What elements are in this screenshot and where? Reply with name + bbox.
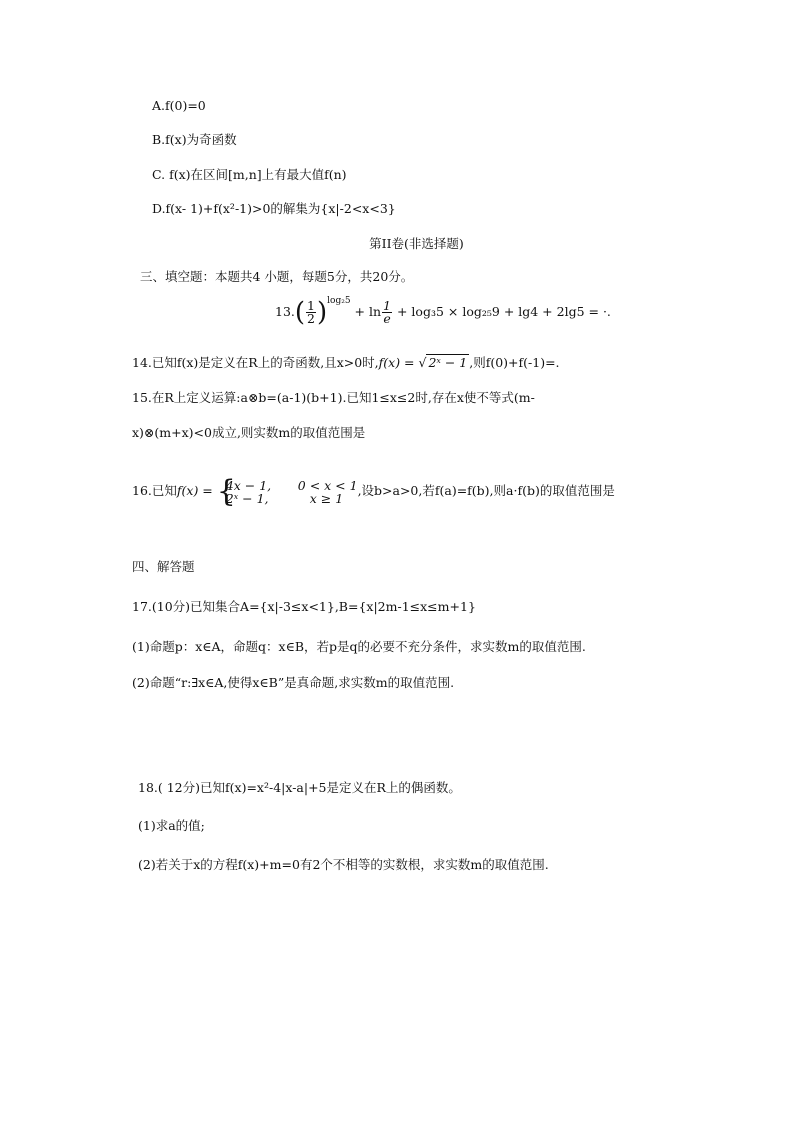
question-18-part1: (1)求a的值; [138,818,205,833]
q13-half: $\frac{1}{2}$ [307,298,315,326]
option-a: A.f(0)=0 [152,98,206,113]
section-three-heading: 三、填空题：本题共4 小题，每题5分，共20分。 [140,269,414,284]
question-15-line1: 15.在R上定义运算:a⊗b=(a-1)(b+1).已知1≤x≤2时,存在x使不等式(m- [132,390,535,405]
q13-ln: + ln [354,304,382,319]
question-17-part2: (2)命题“r:∃x∈A,使得x∈B”是真命题,求实数m的取值范围. [132,675,455,690]
q14-radicand: 2ˣ − 1 [428,355,468,370]
q16-piecewise: { 4x − 1, 0 < x < 1 2ˣ − 1, x ≥ 1 [216,473,358,509]
q13-tail: + log₃5 × log₂₅9 + lg4 + 2lg5 = ·. [396,304,611,319]
q13-one-over-e: $\frac{1}{e}$ [383,298,391,326]
question-18-part2: (2)若关于x的方程f(x)+m=0有2个不相等的实数根，求实数m的取值范围. [138,857,549,872]
question-15-line2: x)⊗(m+x)<0成立,则实数m的取值范围是 [132,425,366,440]
question-17-stem: 17.(10分)已知集合A={x|-3≤x<1},B={x|2m-1≤x≤m+1} [132,599,476,614]
question-18-stem: 18.( 12分)已知f(x)=x²-4|x-a|+5是定义在R上的偶函数。 [138,780,461,795]
question-13: 13.( $\frac{1}{2}$ )$^{log_25}$ + ln $\frac{1}{e}$ + log₃5 × log₂₅9 + lg4 + 2lg5 = ·. [275,295,611,328]
option-b: B.f(x)为奇函数 [152,132,237,147]
volume-title: 第II卷(非选择题) [369,236,464,251]
question-14: 14.已知f(x)是定义在R上的奇函数,且x>0时,f(x) = √ 2ˣ − 1 ,则f(0)+f(-1)=. [132,355,560,370]
option-d: D.f(x- 1)+f(x²-1)>0的解集为{x|-2<x<3} [152,201,396,216]
option-c: C. f(x)在区间[m,n]上有最大值f(n) [152,167,347,182]
section-four-heading: 四、解答题 [132,559,195,574]
question-16: 16.已知f(x) = { 4x − 1, 0 < x < 1 2ˣ − 1, x ≥ 1 ,设b>a>0,若f(a)=f(b),则a·f(b)的取值范围是 [132,473,615,509]
question-17-part1: (1)命题p：x∈A，命题q：x∈B，若p是q的必要不充分条件，求实数m的取值范围. [132,639,586,654]
q13-exponent: log₂5 [327,295,351,306]
q13-number: 13. [275,304,295,319]
